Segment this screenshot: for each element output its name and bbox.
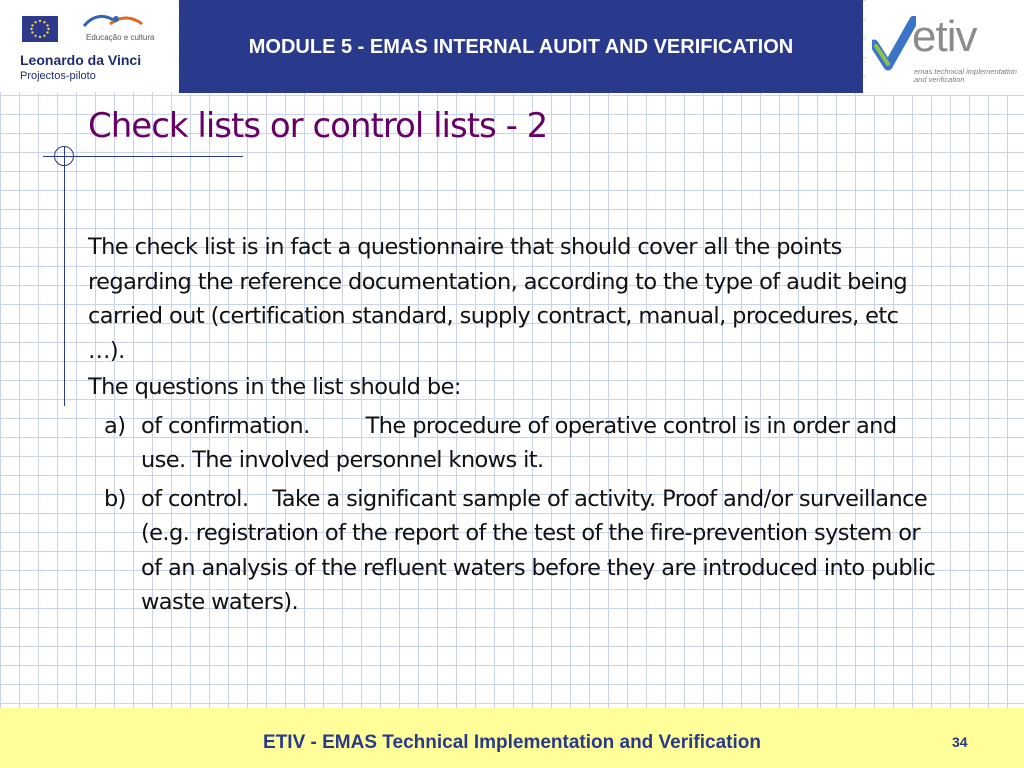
etiv-tagline <box>914 68 1017 84</box>
list-item <box>88 482 938 620</box>
etiv-tagline-line1: emas technical implementation <box>914 67 1017 76</box>
body-paragraph: The questions in the list should be: <box>88 374 461 400</box>
list-item-body <box>141 482 938 620</box>
list-item-label: of control. <box>141 485 249 512</box>
slide-body <box>88 230 938 620</box>
list-item <box>88 409 938 478</box>
program-subtitle: Projectos-piloto <box>20 70 96 82</box>
etiv-logo <box>866 0 1024 95</box>
module-title: MODULE 5 - EMAS INTERNAL AUDIT AND VERIFICATION <box>248 35 794 58</box>
education-culture-icon <box>80 12 146 32</box>
list-item-text: The procedure of operative control is in order and use. The involved personnel knows it. <box>141 412 897 473</box>
list-item-label: of confirmation. <box>141 412 310 439</box>
etiv-tagline-line2: and verification <box>914 75 965 84</box>
list-marker: a) <box>104 412 126 439</box>
decorative-line <box>64 146 65 406</box>
program-tagline: Educação e cultura <box>86 33 155 42</box>
slide-title: Check lists or control lists - 2 <box>88 106 548 146</box>
page-number: 34 <box>952 734 968 750</box>
eu-flag-icon <box>22 16 58 42</box>
checkmark-icon <box>872 16 916 72</box>
list-item-body <box>141 409 938 478</box>
list-marker: b) <box>104 485 126 512</box>
body-paragraph: The check list is in fact a questionnaire that should cover all the points regarding the reference documentation, according to the type of audit being carried out (certification standard, supply contract, manual, procedures, etc …). <box>88 234 908 364</box>
leonardo-da-vinci-logo <box>0 0 178 92</box>
program-name: Leonardo da Vinci <box>20 52 142 68</box>
module-header <box>179 0 863 93</box>
list-item-text: Take a significant sample of activity. Proof and/or surveillance (e.g. registration of the report of the test of the fire-prevention system or of an analysis of the refluent waters before they are introduced into public waste waters). <box>141 485 936 615</box>
decorative-circle <box>54 146 74 166</box>
etiv-wordmark: etiv <box>912 12 977 61</box>
footer-text <box>0 732 1024 754</box>
footer-label: ETIV - EMAS Technical Implementation and Verification <box>263 732 761 753</box>
